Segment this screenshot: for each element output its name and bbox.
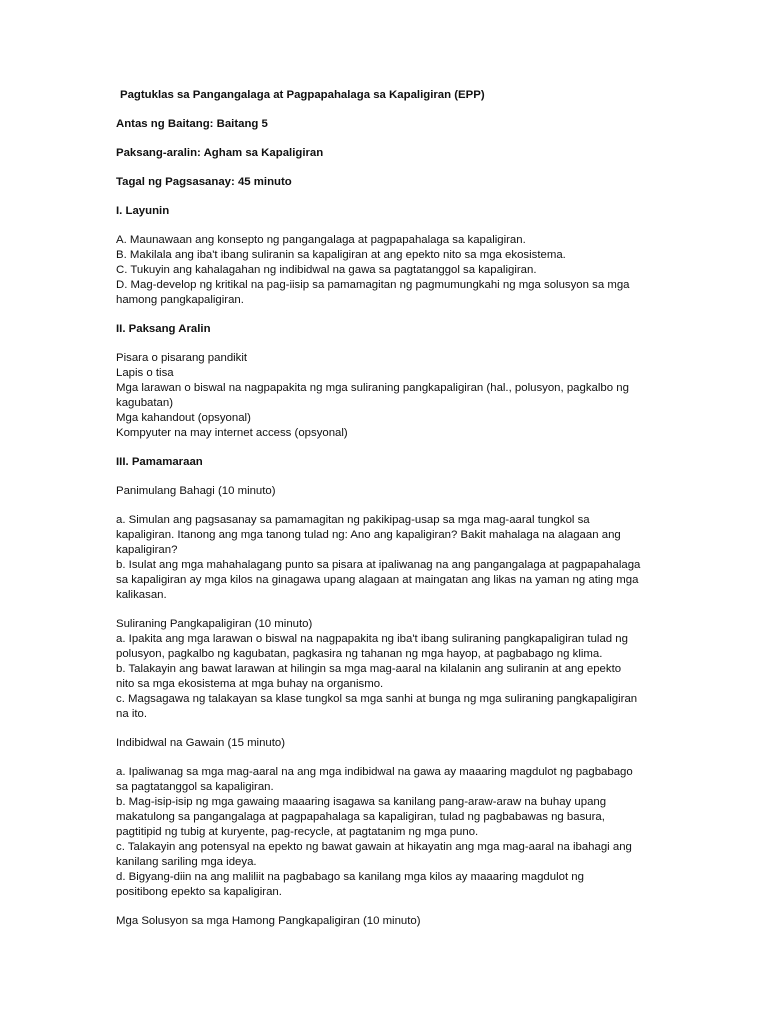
section-procedure-heading: III. Pamamaraan [116, 456, 203, 468]
procedure-line: na ito. [116, 708, 148, 720]
duration: Tagal ng Pagsasanay: 45 minuto [116, 176, 292, 188]
section-objectives-heading: I. Layunin [116, 205, 170, 217]
procedure-line: c. Talakayin ang potensyal na epekto ng bawat gawain at hikayatin ang mga mag-aaral na ibahagi ang [116, 841, 632, 853]
intro-part-heading: Panimulang Bahagi (10 minuto) [116, 485, 276, 497]
individual-activity-heading: Indibidwal na Gawain (15 minuto) [116, 737, 286, 749]
procedure-line: polusyon, pagkalbo ng kagubatan, pagkasira ng tahanan ng mga hayop, at pagbabago ng klima. [116, 648, 603, 660]
procedure-line: makatulong sa pangangalaga at pagpapahalaga sa kapaligiran, tulad ng pagbabawas ng basura, [116, 811, 605, 823]
procedure-line: a. Ipaliwanag sa mga mag-aaral na ang mga indibidwal na gawa ay maaaring magdulot ng pagbabago [116, 766, 633, 778]
environment-problems-heading: Suliraning Pangkapaligiran (10 minuto) [116, 618, 313, 630]
procedure-line: nito sa mga ekosistema at mga buhay na organismo. [116, 678, 384, 690]
grade-level: Antas ng Baitang: Baitang 5 [116, 118, 268, 130]
objective-line: A. Maunawaan ang konsepto ng pangangalaga at pagpapahalaga sa kapaligiran. [116, 234, 526, 246]
procedure-line: a. Ipakita ang mga larawan o biswal na nagpapakita ng iba't ibang suliraning pangkapaligiran tulad ng [116, 633, 628, 645]
material-line: Lapis o tisa [116, 367, 174, 379]
intro-part-body [116, 513, 668, 603]
procedure-line: b. Isulat ang mga mahahalagang punto sa pisara at ipaliwanag na ang pangangalaga at pagpapahalaga [116, 559, 641, 571]
material-line: Kompyuter na may internet access (opsyonal) [116, 427, 348, 439]
material-line: Pisara o pisarang pandikit [116, 352, 248, 364]
objective-line: C. Tukuyin ang kahalagahan ng indibidwal na gawa sa pagtatanggol sa kapaligiran. [116, 264, 537, 276]
procedure-line: kapaligiran? [116, 544, 178, 556]
procedure-line: kapaligiran. Itanong ang mga tanong tulad ng: Ano ang kapaligiran? Bakit mahalaga na alagaan ang [116, 529, 621, 541]
objectives-list [116, 233, 668, 308]
procedure-line: sa kapaligiran ay mga kilos na ginagawa upang alagaan at maingatan ang likas na yaman ng ating mga [116, 574, 639, 586]
procedure-line: b. Mag-isip-isip ng mga gawaing maaaring isagawa sa kanilang pang-araw-araw na buhay upang [116, 796, 607, 808]
environment-problems-part [116, 617, 668, 722]
procedure-line: sa pagtatanggol sa kapaligiran. [116, 781, 274, 793]
section-materials-heading: II. Paksang Aralin [116, 323, 211, 335]
objective-line: D. Mag-develop ng kritikal na pag-iisip sa pamamagitan ng pagmumungkahi ng mga solusyon sa mga [116, 279, 630, 291]
solutions-part-heading: Mga Solusyon sa mga Hamong Pangkapaligiran (10 minuto) [116, 915, 421, 927]
procedure-line: d. Bigyang-diin na ang maliliit na pagbabago sa kanilang mga kilos ay maaaring magdulot ng [116, 871, 584, 883]
objective-line: B. Makilala ang iba't ibang suliranin sa kapaligiran at ang epekto nito sa mga ekosistema. [116, 249, 566, 261]
procedure-line: c. Magsagawa ng talakayan sa klase tungkol sa mga sanhi at bunga ng mga suliraning pangkapaligiran [116, 693, 638, 705]
individual-activity-body [116, 765, 668, 900]
topic: Paksang-aralin: Agham sa Kapaligiran [116, 147, 324, 159]
material-line: Mga kahandout (opsyonal) [116, 412, 251, 424]
material-line: kagubatan) [116, 397, 173, 409]
material-line: Mga larawan o biswal na nagpapakita ng mga suliraning pangkapaligiran (hal., polusyon, pagkalbo ng [116, 382, 629, 394]
procedure-line: pagtitipid ng tubig at kuryente, pag-recycle, at pagtatanim ng mga puno. [116, 826, 479, 838]
procedure-line: b. Talakayin ang bawat larawan at hilingin sa mga mag-aaral na kilalanin ang suliranin at ang epekto [116, 663, 622, 675]
procedure-line: positibong epekto sa kapaligiran. [116, 886, 282, 898]
procedure-line: kanilang sariling mga ideya. [116, 856, 257, 868]
document-title: Pagtuklas sa Pangangalaga at Pagpapahalaga sa Kapaligiran (EPP) [120, 89, 485, 101]
objective-line: hamong pangkapaligiran. [116, 294, 244, 306]
procedure-line: kalikasan. [116, 589, 167, 601]
materials-list [116, 351, 668, 441]
procedure-line: a. Simulan ang pagsasanay sa pamamagitan ng pakikipag-usap sa mga mag-aaral tungkol sa [116, 514, 590, 526]
